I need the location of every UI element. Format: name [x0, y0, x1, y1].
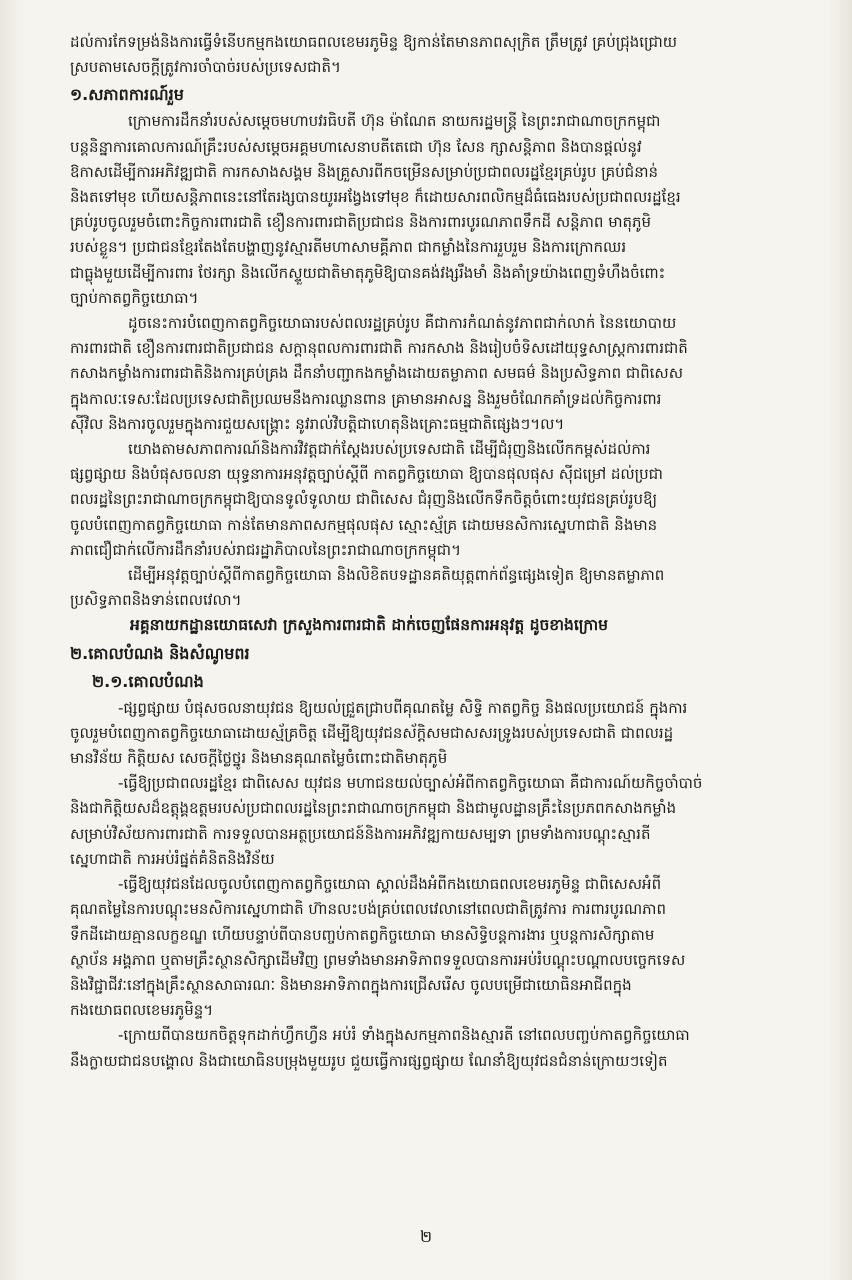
objective-line: -ផ្សព្វផ្សាយ បំផុសចលនាយុវជន ឱ្យយល់ជ្រួតជ្រាបពីគុណតម្លៃ សិទ្ធិ កាតព្វកិច្ច និងផលប្រយោជន៍ ក្នុងការ [118, 698, 688, 717]
objective-line: ចូលរួមបំពេញកាតព្វកិច្ចយោធាដោយស្ម័គ្រចិត្ត ដើម្បីឱ្យយុវជនស័ក្តិសមជាសសរទ្រូងរបស់ប្រទេសជាតិ ជាពលរដ្ឋ [70, 723, 674, 742]
section-2-1-heading: ២.១.គោលបំណង [92, 671, 204, 691]
objective-line: -ធ្វើឱ្យប្រជាពលរដ្ឋខ្មែរ ជាពិសេស យុវជន មហាជនយល់ច្បាស់អំពីកាតព្វកិច្ចយោធា គឺជាការណ៍យកិច្ចចាំបាច់ [118, 774, 703, 793]
objective-line: មានវិន័យ កិត្តិយស សេចក្តីថ្លៃថ្នូរ និងមានគុណតម្លៃចំពោះជាតិមាតុភូមិ [70, 749, 448, 768]
objective-line: នឹងក្លាយជាជនបង្គោល និងជាយោធិនបម្រុងមួយរូប ជួយធ្វើការផ្សព្វផ្សាយ ណែនាំឱ្យយុវជនជំនាន់ក្រោយៗទៀត [70, 1051, 668, 1070]
intro-line: ដល់ការកែទម្រង់និងការធ្វើទំនើបកម្មកងយោធពលខេមរភូមិន្ទ ឱ្យកាន់តែមានភាពសុក្រិត ត្រឹមត្រូវ គ្រប់ជ្រុងជ្រោយ [70, 33, 678, 51]
paragraph-line: បន្តនិន្នាការគោលការណ៍គ្រឹះរបស់សម្តេចអគ្គមហាសេនាបតីតេជោ ហ៊ុន សែន ក្សាសន្តិភាព និងបានផ្តល់នូវ [70, 137, 642, 156]
paragraph-line: ដូចនេះការបំពេញកាតព្វកិច្ចយោធារបស់ពលរដ្ឋគ្រប់រូប គឺជាការកំណត់នូវភាពជាក់លាក់ នៃនយោបាយ [128, 314, 677, 333]
intro-line: ស្របតាមសេចក្តីត្រូវការចាំបាច់របស់ប្រទេសជាតិ។ [70, 58, 341, 77]
objective-line: គុណតម្លៃនៃការបណ្តុះមនសិការស្នេហាជាតិ ហ៊ានលះបង់គ្រប់ពេលវេលានៅពេលជាតិត្រូវការ ការពារបូរណភាព [70, 900, 666, 919]
paragraph-line: ផ្សព្វផ្សាយ និងបំផុសចលនា យុទ្ធនាការអនុវត្តច្បាប់ស្តីពី កាតព្វកិច្ចយោធា ឱ្យបានផុលផុស ស៊ីជម្រៅ ដល់ប្រជា [70, 465, 663, 484]
objective-line: កងយោធពលខេមរភូមិន្ទ។ [70, 1001, 214, 1020]
objective-line: ទឹកដីដោយគ្មានលក្ខខណ្ឌ ហើយបន្ទាប់ពីបានបញ្ចប់កាតព្វកិច្ចយោធា មានសិទ្ធិបន្តការងារ ឬបន្តការសិក្សាតាម [70, 925, 655, 944]
paragraph-line: ក្នុងកាលៈទេសៈដែលប្រទេសជាតិប្រឈមនឹងការឈ្លានពាន គ្រាមានអាសន្ន និងរួមចំណែកគាំទ្រដល់កិច្ចការពារ [70, 389, 662, 408]
paragraph-line: គ្រប់រូបចូលរួមចំពោះកិច្ចការពារជាតិ ខឿនការពារជាតិប្រជាជន និងការពារបូរណភាពទឹកដី សន្តិភាព មាតុភូមិ [70, 213, 652, 232]
plan-statement: អគ្គនាយកដ្ឋានយោធសេវា ក្រសួងការពារជាតិ ដាក់ចេញផែនការអនុវត្ត ដូចខាងក្រោម [130, 616, 609, 635]
section-1-heading: ១.សភាពការណ៍រួម [70, 85, 184, 105]
paragraph-line: កសាងកម្លាំងការពារជាតិនិងការគ្រប់គ្រង ដឹកនាំបញ្ជាកងកម្លាំងដោយតម្លាភាព សមធម៌ និងប្រសិទ្ធភាព ជាពិសេស [70, 364, 683, 383]
paragraph-line: ការពារជាតិ ខឿនការពារជាតិប្រជាជន សក្តានុពលការពារជាតិ ការកសាង និងរៀបចំទិសដៅយុទ្ធសាស្ត្រការពារជាតិ [70, 339, 688, 358]
paragraph-line: ជាធ្លុងមួយដើម្បីការពារ ថែរក្សា និងលើកស្ទួយជាតិមាតុភូមិឱ្យបានគង់វង្សរឹងមាំ និងគាំទ្រយ៉ាងពេញទំហឹងចំពោះ [70, 263, 666, 282]
paragraph-line: ឱកាសដើម្បីការអភិវឌ្ឍជាតិ ការកសាងសង្គម និងគ្រួសារពីកចម្រើនសម្រាប់ប្រជាពលរដ្ឋខ្មែរគ្រប់រូប គ្រប់ជំនាន់ [70, 162, 659, 181]
paragraph-line: ដើម្បីអនុវត្តច្បាប់ស្តីពីកាតព្វកិច្ចយោធា និងលិខិតបទដ្ឋានគតិយុត្តពាក់ព័ន្ធផ្សេងទៀត ឱ្យមានតម្លាភាព [128, 566, 665, 585]
page-number: ២ [419, 1227, 433, 1246]
objective-line: សម្រាប់វិស័យការពារជាតិ ការទទួលបានអត្ថប្រយោជន៍និងការអភិវឌ្ឍកាយសម្បទា ព្រមទាំងការបណ្តុះស្មារតី [70, 824, 651, 843]
paragraph-line: ក្រោមការដឹកនាំរបស់សម្តេចមហាបវរធិបតី ហ៊ុន ម៉ាណែត នាយករដ្ឋមន្ត្រី នៃព្រះរាជាណាចក្រកម្ពុជា [128, 112, 661, 131]
paragraph-line: ច្បាប់កាតព្វកិច្ចយោធា។ [70, 288, 199, 307]
objective-line: -ក្រោយពីបានយកចិត្តទុកដាក់ហ្វឹកហ្វឺន អប់រំ ទាំងក្នុងសកម្មភាពនិងស្មារតី នៅពេលបញ្ចប់កាតព្វកិច្ចយោធា [118, 1026, 690, 1045]
paragraph-line: ពលរដ្ឋនៃព្រះរាជាណាចក្រកម្ពុជាឱ្យបានទូលំទូលាយ ជាពិសេស ជំរុញនិងលើកទឹកចិត្តចំពោះយុវជនគ្រប់រូបឱ្យ [70, 490, 658, 509]
objective-line: -ធ្វើឱ្យយុវជនដែលចូលបំពេញកាតព្វកិច្ចយោធា ស្គាល់ដឹងអំពីកងយោធពលខេមរភូមិន្ទ ជាពិសេសអំពី [118, 875, 662, 894]
objective-line: ស្ថាប័ន អង្គភាព ឬតាមគ្រឹះស្ថានសិក្សាដើមវិញ ព្រមទាំងមានអាទិភាពទទួលបានការអប់រំបណ្តុះបណ្តាលបច្ចេកទេស [70, 950, 686, 969]
objective-line: និងវិជ្ជាជីវៈនៅក្នុងគ្រឹះស្ថានសាធារណៈ និងមានអាទិភាពក្នុងការជ្រើសរើស ចូលបម្រើជាយោធិនអាជីពក្នុង [70, 975, 632, 994]
section-2-heading: ២.គោលបំណង និងសំណូមពរ [70, 643, 250, 663]
paragraph-line: ប្រសិទ្ធភាពនិងទាន់ពេលវេលា។ [70, 591, 242, 610]
paragraph-line: ចូលបំពេញកាតព្វកិច្ចយោធា កាន់តែមានភាពសកម្មផុលផុស ស្មោះស្ម័គ្រ ដោយមនសិការស្នេហាជាតិ និងមាន [70, 515, 658, 534]
paragraph-line: និងតទៅមុខ ហើយសន្តិភាពនេះនៅតែរង្សបានយូរអង្វែងទៅមុខ ក៏ដោយសារពលិកម្មដ៏ធំធេងរបស់ប្រជាពលរដ្ឋខ្មែរ [70, 188, 681, 207]
paragraph-line: យោងតាមសភាពការណ៍និងការវិវត្តជាក់ស្តែងរបស់ប្រទេសជាតិ ដើម្បីជំរុញនិងលើកកម្ពស់ដល់ការ [128, 440, 651, 459]
paragraph-line: របស់ខ្លួន។ ប្រជាជនខ្មែរតែងតែបង្ហាញនូវស្មារតីមហាសាមគ្គីភាព ជាកម្លាំងនៃការរួបរួម និងការក្រោកឈរ [70, 238, 627, 257]
paragraph-line: ស៊ីវិល និងការចូលរួមក្នុងការជួយសង្គ្រោះ នូវរាល់វិបត្តិជាហេតុនិងគ្រោះធម្មជាតិផ្សេងៗ។ល។ [70, 414, 565, 433]
objective-line: និងជាកិត្តិយសដ៏ឧត្តុង្គឧត្តមរបស់ប្រជាពលរដ្ឋនៃព្រះរាជាណាចក្រកម្ពុជា និងជាមូលដ្ឋានគ្រឹះនៃប្រភពកសាងកម្លាំង [70, 799, 677, 818]
paragraph-line: ភាពជឿជាក់លើការដឹកនាំរបស់រាជរដ្ឋាភិបាលនៃព្រះរាជាណាចក្រកម្ពុជា។ [70, 540, 461, 559]
objective-line: ស្នេហាជាតិ ការអប់រំផ្នត់គំនិតនិងវិន័យ [70, 849, 275, 868]
